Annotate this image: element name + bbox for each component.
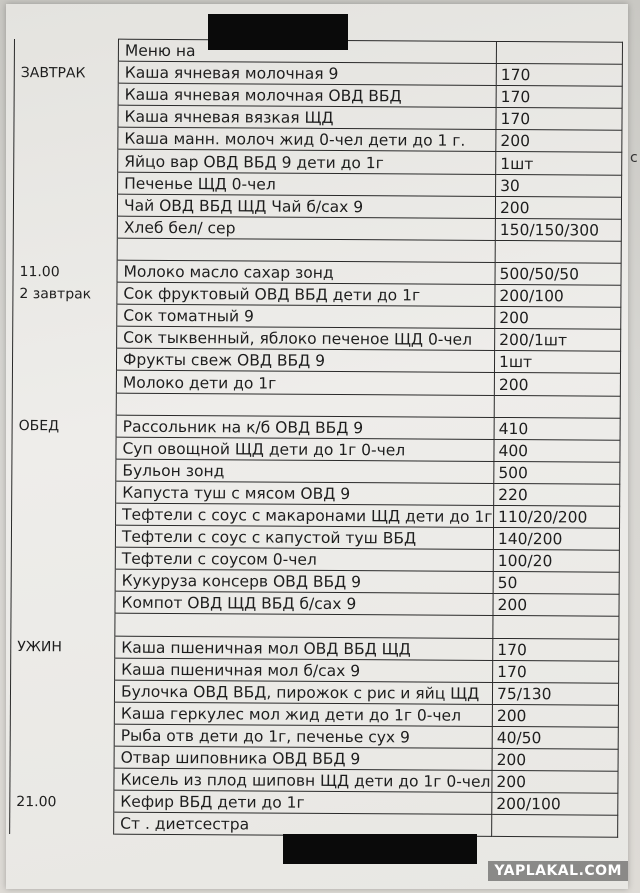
item-cell: Рыба отв дети до 1г, печенье сух 9 — [114, 724, 492, 748]
meal-cell — [12, 370, 116, 393]
item-cell: Каша пшеничная мол ОВД ВБД ЩД — [115, 636, 493, 660]
item-cell: Печенье ЩД 0-чел — [118, 172, 496, 196]
meal-cell — [10, 812, 114, 835]
menu-table-body — [10, 39, 623, 838]
amount-cell: 200 — [495, 196, 621, 219]
amount-cell: 170 — [493, 660, 619, 683]
item-cell: Кукуруза консерв ОВД ВБД 9 — [115, 569, 493, 593]
meal-cell: 2 завтрак — [13, 282, 117, 305]
amount-cell: 1шт — [496, 152, 622, 175]
item-cell: Рассольник на к/б ОВД ВБД 9 — [116, 415, 494, 439]
amount-cell — [492, 815, 618, 838]
meal-cell: УЖИН — [11, 635, 115, 658]
amount-cell — [493, 616, 619, 639]
meal-cell — [11, 657, 115, 680]
meal-cell — [12, 436, 116, 459]
meal-cell — [12, 458, 116, 481]
item-cell: Отвар шиповника ОВД ВБД 9 — [114, 746, 492, 770]
meal-cell — [12, 480, 116, 503]
amount-cell: 200/100 — [495, 284, 621, 307]
meal-cell — [10, 723, 114, 746]
amount-cell: 150/150/300 — [495, 218, 621, 241]
item-cell: Бульон зонд — [116, 459, 494, 483]
meal-cell — [10, 745, 114, 768]
meal-cell — [14, 171, 118, 194]
amount-cell: 170 — [496, 108, 622, 131]
meal-cell — [13, 237, 117, 260]
item-cell: Каша ячневая молочная 9 — [118, 61, 496, 85]
meal-cell — [11, 591, 115, 614]
item-cell: Чай ОВД ВБД ЩД Чай б/сах 9 — [117, 194, 495, 218]
meal-cell — [12, 348, 116, 371]
amount-cell: 170 — [496, 86, 622, 109]
item-cell: Каша пшеничная мол б/сах 9 — [115, 658, 493, 682]
amount-cell: 100/20 — [493, 550, 619, 573]
meal-cell — [14, 83, 118, 106]
meal-cell — [11, 547, 115, 570]
amount-cell: 500 — [494, 461, 620, 484]
amount-cell: 200 — [496, 130, 622, 153]
item-cell: Каша геркулес мол жид дети до 1г 0-чел — [114, 702, 492, 726]
margin-mark: с — [630, 150, 638, 166]
amount-cell — [494, 395, 620, 418]
amount-cell: 110/20/200 — [494, 505, 620, 528]
item-cell: Каша ячневая молочная ОВД ВБД — [118, 83, 496, 107]
item-cell — [117, 238, 495, 262]
meal-cell — [10, 768, 114, 791]
item-cell: Сок фруктовый ОВД ВБД дети до 1г — [117, 282, 495, 306]
item-cell: Фрукты свеж ОВД ВБД 9 — [116, 348, 494, 372]
amount-cell: 200 — [493, 594, 619, 617]
meal-cell — [14, 105, 118, 128]
amount-cell: 220 — [494, 483, 620, 506]
amount-cell — [496, 41, 622, 64]
amount-cell: 170 — [493, 638, 619, 661]
meal-cell — [10, 679, 114, 702]
item-cell: Булочка ОВД ВБД, пирожок с рис и яйц ЩД — [114, 680, 492, 704]
item-cell: Яйцо вар ОВД ВБД 9 дети до 1г — [118, 150, 496, 174]
item-cell: Ст . диетсестра — [114, 812, 492, 836]
item-cell: Кисель из плод шиповн ЩД дети до 1г 0-чел — [114, 768, 492, 792]
menu-table — [9, 38, 623, 838]
meal-cell: ОБЕД — [12, 414, 116, 437]
item-cell: Компот ОВД ЩД ВБД б/сах 9 — [115, 591, 493, 615]
amount-cell: 200 — [492, 748, 618, 771]
amount-cell: 500/50/50 — [495, 262, 621, 285]
meal-cell — [14, 149, 118, 172]
amount-cell: 200/100 — [492, 793, 618, 816]
meal-cell — [12, 392, 116, 415]
meal-cell — [13, 193, 117, 216]
amount-cell: 170 — [496, 64, 622, 87]
item-cell: Сок томатный 9 — [117, 304, 495, 328]
meal-cell: ЗАВТРАК — [14, 61, 118, 84]
amount-cell: 50 — [493, 572, 619, 595]
amount-cell — [495, 240, 621, 263]
item-cell: Хлеб бел/ сер — [117, 216, 495, 240]
redaction-signature — [283, 834, 477, 864]
amount-cell: 75/130 — [492, 682, 618, 705]
amount-cell: 200 — [492, 704, 618, 727]
amount-cell: 200 — [495, 307, 621, 330]
meal-cell — [13, 215, 117, 238]
amount-cell: 200/1шт — [495, 329, 621, 352]
item-cell: Тефтели с соусом 0-чел — [115, 547, 493, 571]
meal-cell — [13, 304, 117, 327]
meal-cell — [11, 525, 115, 548]
item-cell: Тефтели с соус с капустой туш ВБД — [115, 525, 493, 549]
redaction-date — [208, 14, 348, 50]
meal-cell — [12, 502, 116, 525]
menu-sheet — [6, 4, 628, 889]
meal-cell — [11, 569, 115, 592]
watermark: YAPLAKAL.COM — [488, 861, 628, 881]
amount-cell: 200 — [494, 373, 620, 396]
item-cell — [116, 393, 494, 417]
amount-cell: 400 — [494, 439, 620, 462]
meal-cell — [10, 701, 114, 724]
amount-cell: 410 — [494, 417, 620, 440]
item-cell: Молоко дети до 1г — [116, 371, 494, 395]
amount-cell: 200 — [492, 771, 618, 794]
item-cell: Тефтели с соус с макаронами ЩД дети до 1г — [116, 503, 494, 527]
item-cell: Капуста туш с мясом ОВД 9 — [116, 481, 494, 505]
amount-cell: 40/50 — [492, 726, 618, 749]
item-cell: Каша ячневая вязкая ЩД — [118, 105, 496, 129]
meal-cell — [13, 326, 117, 349]
meal-cell: 11.00 — [13, 259, 117, 282]
item-cell: Молоко масло сахар зонд — [117, 260, 495, 284]
item-cell — [115, 614, 493, 638]
amount-cell: 1шт — [494, 351, 620, 374]
item-cell: Каша манн. молоч жид 0-чел дети до 1 г. — [118, 128, 496, 152]
amount-cell: 140/200 — [493, 528, 619, 551]
meal-cell — [11, 613, 115, 636]
item-cell: Суп овощной ЩД дети до 1г 0-чел — [116, 437, 494, 461]
meal-cell — [14, 39, 118, 62]
meal-cell — [14, 127, 118, 150]
item-cell: Кефир ВБД дети до 1г — [114, 790, 492, 814]
item-cell: Сок тыквенный, яблоко печеное ЩД 0-чел — [117, 326, 495, 350]
item-cell: Меню на — [118, 39, 496, 63]
meal-cell: 21.00 — [10, 790, 114, 813]
amount-cell: 30 — [496, 174, 622, 197]
